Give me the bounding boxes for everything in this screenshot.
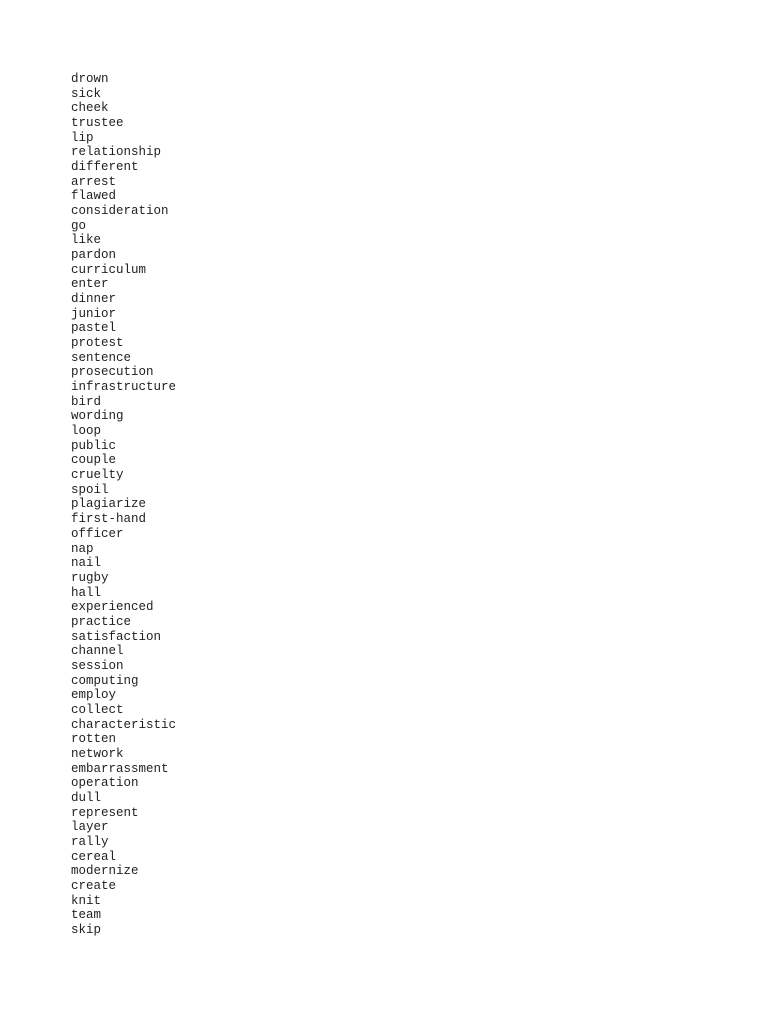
word-list-item: satisfaction [71,629,162,644]
word-list-item: knit [71,893,102,908]
word-list-item: prosecution [71,365,154,380]
word-list-item: modernize [71,864,139,879]
word-list-item: enter [71,277,109,292]
word-list-item: pastel [71,321,117,336]
word-list-item: cereal [71,849,117,864]
word-list-item: relationship [71,145,162,160]
word-list-item: channel [71,644,124,659]
word-list-item: session [71,658,124,673]
word-list-item: sick [71,86,102,101]
word-list-item: practice [71,614,132,629]
word-list-item: first-hand [71,512,147,527]
word-list-item: couple [71,453,117,468]
word-list-item: go [71,218,87,233]
word-list-item: pardon [71,248,117,263]
word-list-item: nail [71,556,102,571]
word-list-item: network [71,746,124,761]
word-list-item: represent [71,805,139,820]
word-list-item: different [71,160,139,175]
word-list-item: drown [71,72,109,86]
word-list-item: rotten [71,732,117,747]
word-list-item: create [71,878,117,893]
word-list [71,72,176,938]
word-list-item: flawed [71,189,117,204]
word-list-item: hall [71,585,102,600]
word-list-item: collect [71,702,124,717]
word-list-item: team [71,908,102,923]
word-list-item: junior [71,306,117,321]
word-list-item: spoil [71,482,109,497]
word-list-item: rugby [71,570,109,585]
word-list-item: experienced [71,600,154,615]
word-list-item: plagiarize [71,497,147,512]
word-list-item: officer [71,526,124,541]
word-list-item: cruelty [71,468,124,483]
word-list-item: dull [71,790,102,805]
word-list-item: nap [71,541,94,556]
word-list-item: computing [71,673,139,688]
word-list-item: arrest [71,174,117,189]
word-list-item: characteristic [71,717,177,732]
word-list-item: lip [71,130,94,145]
word-list-item: like [71,233,102,248]
word-list-item: rally [71,834,109,849]
word-list-item: employ [71,688,117,703]
word-list-item: curriculum [71,262,147,277]
word-list-item: consideration [71,204,169,219]
word-list-item: trustee [71,116,124,131]
word-list-item: cheek [71,101,109,116]
word-list-item: skip [71,922,102,937]
word-list-item: protest [71,336,124,351]
word-list-item: embarrassment [71,761,169,776]
word-list-item: loop [71,424,102,439]
word-list-item: wording [71,409,124,424]
word-list-item: dinner [71,292,117,307]
word-list-item: bird [71,394,102,409]
word-list-item: layer [71,820,109,835]
word-list-item: sentence [71,350,132,365]
word-list-item: operation [71,776,139,791]
word-list-item: public [71,438,117,453]
word-list-item: infrastructure [71,380,177,395]
